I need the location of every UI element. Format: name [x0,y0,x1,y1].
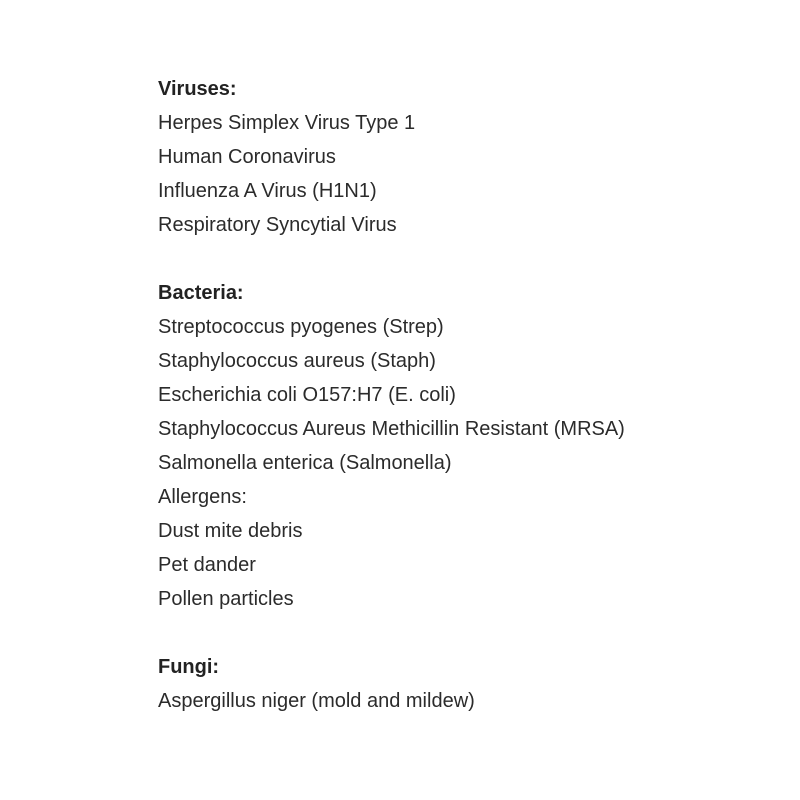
list-item: Pollen particles [158,588,294,610]
list-item: Streptococcus pyogenes (Strep) [158,316,444,338]
list-item: Salmonella enterica (Salmonella) [158,452,452,474]
section-heading: Fungi: [158,656,220,678]
list-item: Influenza A Virus (H1N1) [158,180,377,202]
list-item: Staphylococcus Aureus Methicillin Resistant (MRSA) [158,418,625,440]
list-item: Dust mite debris [158,520,303,542]
list-item: Respiratory Syncytial Virus [158,214,397,236]
section-bacteria [158,276,800,616]
list-item: Aspergillus niger (mold and mildew) [158,690,475,712]
section-heading: Bacteria: [158,282,244,304]
section-heading: Viruses: [158,78,237,100]
item-list [158,684,800,718]
list-item: Herpes Simplex Virus Type 1 [158,112,416,134]
list-item: Pet dander [158,554,256,576]
section-viruses [158,72,800,242]
section-fungi [158,650,800,718]
item-list [158,106,800,242]
list-item: Human Coronavirus [158,146,336,168]
list-item: Allergens: [158,486,247,508]
item-list [158,310,800,616]
list-item: Staphylococcus aureus (Staph) [158,350,436,372]
list-item: Escherichia coli O157:H7 (E. coli) [158,384,456,406]
